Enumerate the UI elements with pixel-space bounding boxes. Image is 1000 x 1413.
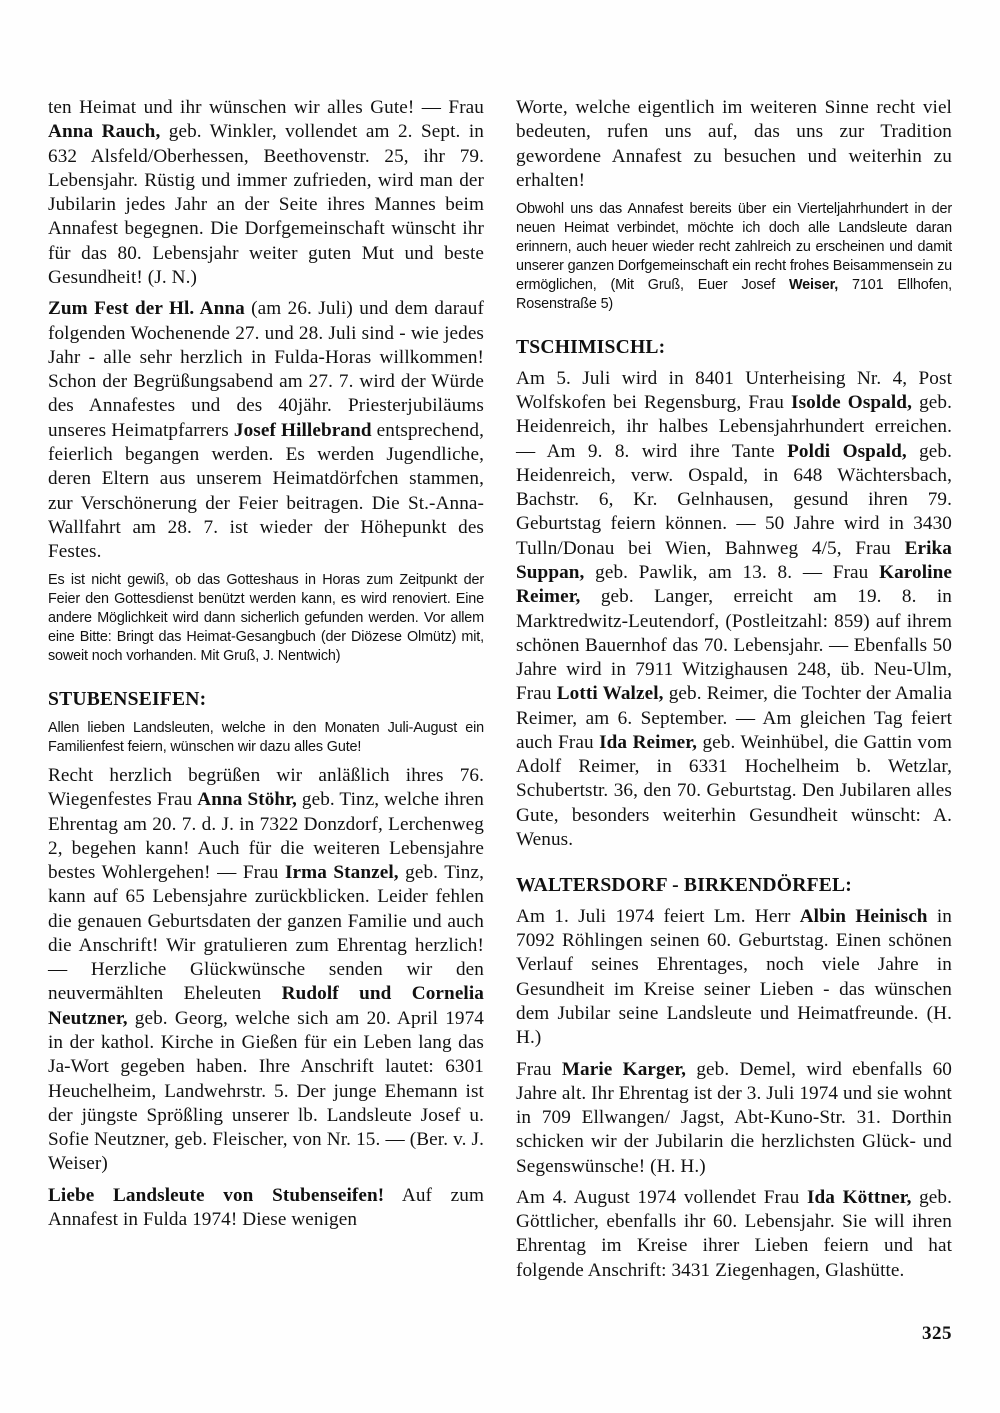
heading-tschimischl: TSCHIMISCHL: bbox=[516, 337, 666, 359]
paragraph-marie-karger: Frau Marie Karger, geb. Demel, wird ebenfalls 60 Jahre alt. Ihr Ehrentag ist der 3. Juli 1974 und sie wohnt in 709 Ellwangen/ Jagst, Abt-Kuno-Str. 31. Dorthin schicken wir der Jubilarin die herzlichsten Glück- und Segenswünsche! (H. H.) bbox=[516, 1058, 952, 1177]
heading-waltersdorf-birkendoerfel: WALTERSDORF - BIRKENDÖRFEL: bbox=[516, 875, 853, 897]
right-column bbox=[516, 96, 952, 1283]
paragraph-ida-koettner: Am 4. August 1974 vollendet Frau Ida Köttner, geb. Göttlicher, ebenfalls ihr 60. Lebensjahr. Sie will ihren Ehrentag im Kreise ihrer Lieben feiern und hat folgende Anschrift: 3431 Ziegenhagen, Glashütte. bbox=[516, 1186, 952, 1281]
paragraph-anna-stoehr: Recht herzlich begrüßen wir anläßlich ihres 76. Wiegenfestes Frau Anna Stöhr, geb. Tinz, welche ihren Ehrentag am 20. 7. d. J. in 7322 Donzdorf, Lerchenweg 2, begehen kann! Auch für die weiteren Lebensjahre bestes Wohlergehen! — Frau Irma Stanzel, geb. Tinz, kann auf 65 Lebensjahre zurückblicken. Leider fehlen die genauen Geburtsdaten der ganzen Familie und auch die Anschrift! Wir gratulieren zum Ehrentag herzlich! — Herzliche Glückwünsche senden wir den neuvermählten Eheleuten Rudolf und Cornelia Neutzner, geb. Georg, welche sich am 20. April 1974 in der kathol. Kirche in Gießen für ein Leben lang das Ja-Wort gegeben haben. Ihre Anschrift lautet: 6301 Heuchelheim, Landwehrstr. 5. Der junge Ehemann ist der jüngste Sprößling unserer lb. Landsleute Josef u. Sofie Neutzner, geb. Fleischer, von Nr. 15. — (Ber. v. J. Weiser) bbox=[48, 764, 484, 1175]
paragraph-familienfest-gruss: Allen lieben Landsleuten, welche in den Monaten Juli-August ein Familienfest feiern, wünschen wir dazu alles Gute! bbox=[48, 719, 484, 755]
paragraph-annafest-worte: Worte, welche eigentlich im weiteren Sinne recht viel bedeuten, rufen uns auf, das uns zur Tradition gewordene Annafest zu besuchen und weiterhin zu erhalten! bbox=[516, 97, 952, 191]
paragraph-tschimischl-jubilare: Am 5. Juli wird in 8401 Unterheising Nr. 4, Post Wolfskofen bei Regensburg, Frau Isolde Ospald, geb. Heidenreich, ihr halbes Lebensjahrhundert erreichen. — Am 9. 8. wird ihre Tante Poldi Ospald, geb. Heidenreich, verw. Ospald, in 648 Wächtersbach, Bachstr. 6, Kr. Gelnhausen, gesund ihren 79. Geburtstag feiern können. — 50 Jahre wird in 3430 Tulln/Donau bei Wien, Bahnweg 4/5, Frau Erika Suppan, geb. Pawlik, am 13. 8. — Frau Karoline Reimer, geb. Langer, erreicht am 19. 8. in Marktredwitz-Leutendorf, (Postleitzahl: 859) auf ihrem schönen Bauernhof das 70. Lebensjahr. — Ebenfalls 50 Jahre wird in 7911 Witzighausen 248, üb. Neu-Ulm, Frau Lotti Walzel, geb. Reimer, die Tochter der Amalia Reimer, am 6. September. — Am gleichen Tag feiert auch Frau Ida Reimer, geb. Weinhübel, die Gattin vom Adolf Reimer, in 6331 Hochelheim b. Wetzlar, Schubertstr. 36, den 70. Geburtstag. Den Jubilaren alles Gute, besonders weiterhin Gesundheit wünscht: A. Wenus. bbox=[516, 367, 953, 851]
left-column bbox=[48, 96, 484, 1283]
two-column-layout bbox=[48, 96, 952, 1283]
paragraph-zum-fest-der-hl-anna: Zum Fest der Hl. Anna (am 26. Juli) und dem darauf folgenden Wochenende 27. und 28. Juli sind - wie jedes Jahr - alle sehr herzlich in Fulda-Horas willkommen! Schon der Begrüßungsabend am 27. 7. wird der Würde des Annafestes und des 40jähr. Priesterjubiläums unseres Heimatpfarrers Josef Hillebrand entsprechend, feierlich begangen werden. Es werden Jugendliche, deren Eltern aus unserem Heimatdörfchen stammen, zur Verschönerung der Feier beitragen. Die St.-Anna-Wallfahrt am 28. 7. ist wieder der Höhepunkt des Festes. bbox=[48, 298, 484, 563]
page-number: 325 bbox=[922, 1323, 952, 1344]
paragraph-albin-heinisch: Am 1. Juli 1974 feiert Lm. Herr Albin Heinisch in 7092 Röhlingen seinen 60. Geburtstag. Einen schönen Verlauf seines Ehrentages, noch viele Jahre in Gesundheit im Kreise seiner Lieben - das wünschen dem Jubilar seine Landsleute und Heimatfreunde. (H. H.) bbox=[516, 905, 952, 1049]
paragraph-weiser-gruss: Obwohl uns das Annafest bereits über ein Vierteljahrhundert in der neuen Heimat verbindet, möchte ich doch alle Landsleute daran erinnern, auch heuer wieder recht zahlreich zu erscheinen und damit unserer ganzen Dorfgemeinschaft ein recht frohes Beisammensein zu ermöglichen, (Mit Gruß, Euer Josef Weiser, 7101 Ellhofen, Rosenstraße 5) bbox=[516, 201, 952, 313]
paragraph-gotteshaus-horas: Es ist nicht gewiß, ob das Gotteshaus in Horas zum Zeitpunkt der Feier den Gottesdienst benützt werden kann, es wird renoviert. Eine andere Möglichkeit wird dann sicherlich gefunden werden. Vor allem eine Bitte: Bringt das Heimat-Gesangbuch (der Diözese Olmütz) mit, soweit noch vorhanden. Mit Gruß, J. Nentwich) bbox=[48, 572, 484, 665]
heading-stubenseifen: STUBENSEIFEN: bbox=[48, 689, 207, 711]
paragraph-anna-rauch: ten Heimat und ihr wünschen wir alles Gute! — Frau Anna Rauch, geb. Winkler, vollendet am 2. Sept. in 632 Alsfeld/Oberhessen, Beethovenstr. 25, ihr 79. Lebensjahr. Rüstig und immer zufrieden, wird man der Jubilarin jedes Jahr an der Seite ihres Mannes beim Annafest begegnen. Die Dorfgemeinschaft wünscht ihr für das 80. Lebensjahr weiter guten Mut und beste Gesundheit! (J. N.) bbox=[48, 97, 484, 288]
paragraph-liebe-landsleute-stubenseifen: Liebe Landsleute von Stubenseifen! Auf zum Annafest in Fulda 1974! Diese wenigen bbox=[48, 1184, 484, 1230]
